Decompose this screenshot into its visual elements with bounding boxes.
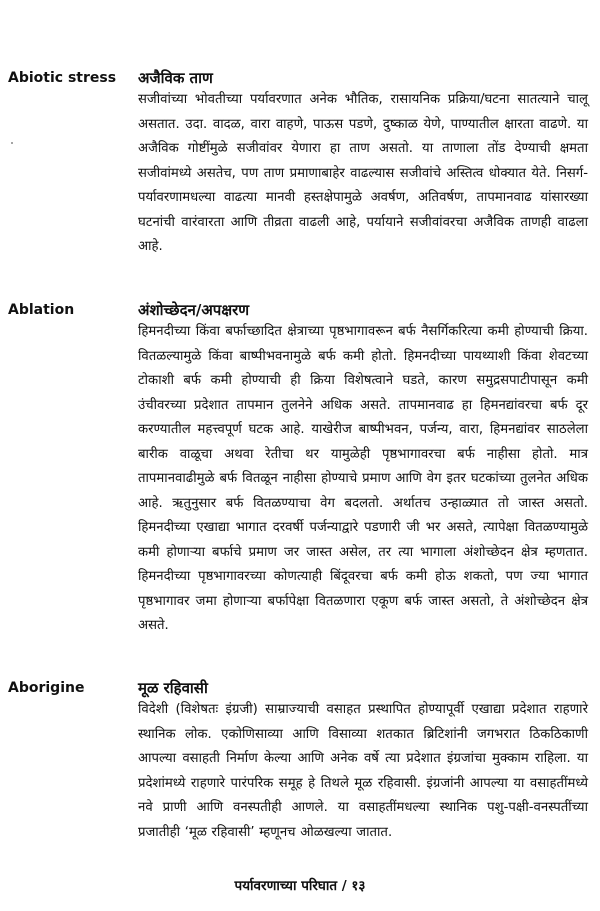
- english-term: Abiotic stress: [8, 70, 117, 86]
- entry-content: [138, 300, 588, 639]
- english-term: Ablation: [8, 302, 75, 318]
- entry-description: हिमनदीच्या किंवा बर्फाच्छादित क्षेत्राच्या पृष्ठभागावरून बर्फ नैसर्गिकरित्या कमी होण्याची क्रिया. वितळल्यामुळे किंवा बाष्पीभवनामुळे बर्फ कमी होतो. हिमनदीच्या पायथ्याशी किंवा शेवटच्या टोकाशी बर्फ कमी होण्याची ही क्रिया विशेषत्वाने घडते, कारण समुद्रसपाटीपासून कमी उंचीवरच्या प्रदेशात तापमान तुलनेने अधिक असते. तापमानवाढ हा हिमनद्यांवरचा बर्फ दूर करण्यातील महत्त्वपूर्ण घटक आहे. याखेरीज बाष्पीभवन, पर्जन्य, वारा, हिमनद्यांवर साठलेला बारीक वाळूचा अथवा रेतीचा थर यामुळेही पृष्ठभागावरचा बर्फ नाहीसा होतो. मात्र तापमानवाढीमुळे बर्फ वितळून नाहीसा होण्याचे प्रमाण आणि वेग इतर घटकांच्या तुलनेत अधिक आहे. ऋतुनुसार बर्फ वितळण्याचा वेग बदलतो. अर्थातच उन्हाळ्यात तो जास्त असतो. हिमनदीच्या एखाद्या भागात दरवर्षी पर्जन्याद्वारे पडणारी जी भर असते, त्यापेक्षा वितळण्यामुळे कमी होणाऱ्या बर्फाचे प्रमाण जर जास्त असेल, तर त्या भागाला अंशोच्छेदन क्षेत्र म्हणतात. हिमनदीच्या पृष्ठभागावरच्या कोणत्याही बिंदूवरचा बर्फ कमी होऊ शकतो, पण ज्या भागात पृष्ठभागावर जमा होणाऱ्या बर्फापेक्षा वितळणारा एकूण बर्फ जास्त असतो, ते अंशोच्छेदन क्षेत्र असते.: [138, 324, 588, 633]
- marathi-heading: मूळ रहिवासी: [138, 679, 208, 697]
- entry-description: विदेशी (विशेषतः इंग्रजी) साम्राज्याची वसाहत प्रस्थापित होण्यापूर्वी एखाद्या प्रदेशात राहणारे स्थानिक लोक. एकोणिसाव्या आणि विसाव्या शतकात ब्रिटिशांनी जगभरात ठिकठिकाणी आपल्या वसाहती निर्माण केल्या आणि अनेक वर्षे त्या प्रदेशात इंग्रजांचा मुक्काम राहिला. या प्रदेशांमध्ये राहणारे पारंपरिक समूह हे तिथले मूळ रहिवासी. इंग्रजांनी आपल्या या वसाहतींमध्ये नवे प्राणी आणि वनस्पतीही आणले. या वसाहतींमधल्या स्थानिक पशु-पक्षी-वनस्पतींच्या प्रजातीही ‘मूळ रहिवासी’ म्हणूनच ओळखल्या जातात.: [138, 702, 588, 840]
- entry-content: [138, 68, 588, 260]
- english-term: Aborigine: [8, 680, 85, 696]
- page-footer: पर्यावरणाच्या परिघात / १३: [234, 878, 366, 894]
- entry-content: [138, 678, 588, 845]
- marathi-heading: अजैविक ताण: [138, 69, 213, 87]
- entry-description: सजीवांच्या भोवतीच्या पर्यावरणात अनेक भौतिक, रासायनिक प्रक्रिया/घटना सातत्याने चालू असतात. उदा. वादळ, वारा वाहणे, पाऊस पडणे, दुष्काळ येणे, पाण्यातील क्षारता वाढणे. या अजैविक गोष्टींमुळे सजीवांवर येणारा हा ताण असतो. या ताणाला तोंड देण्याची क्षमता सजीवांमध्ये असतेच, पण ताण प्रमाणाबाहेर वाढल्यास सजीवांचे अस्तित्व धोक्यात येते. निसर्ग-पर्यावरणामधल्या वाढत्या मानवी हस्तक्षेपामुळे अवर्षण, अतिवर्षण, तापमानवाढ यांसारख्या घटनांची वारंवारता आणि तीव्रता वाढली आहे, पर्यायाने सजीवांवरचा अजैविक ताणही वाढला आहे.: [138, 92, 588, 254]
- marathi-heading: अंशोच्छेदन/अपक्षरण: [138, 301, 250, 319]
- stray-mark: [11, 142, 13, 144]
